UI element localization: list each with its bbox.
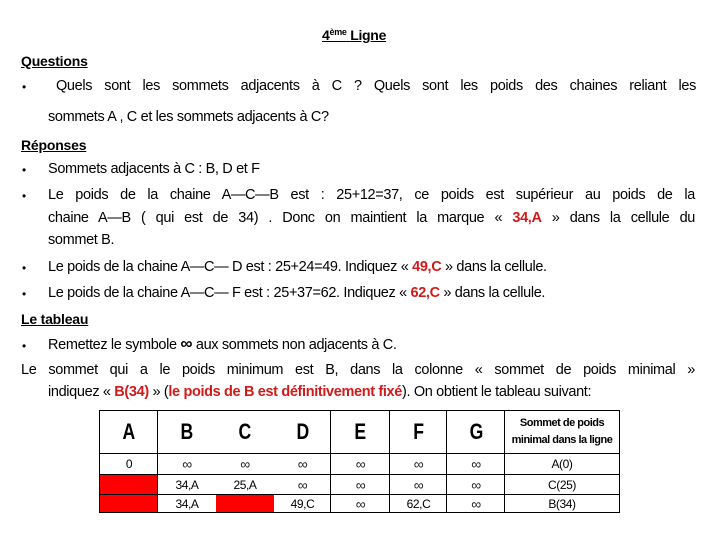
cell-F: 62,C xyxy=(406,496,431,511)
fixed-note: le poids de B est définitivement fixé xyxy=(168,384,402,400)
reponse-item-1: Sommets adjacents à C : B, D et F xyxy=(48,161,260,177)
header-cell-F xyxy=(390,411,447,453)
cell-E: ∞ xyxy=(355,495,366,512)
bullet: • xyxy=(22,189,27,203)
mark-34A: 34,A xyxy=(512,210,542,226)
questions-heading: Questions xyxy=(21,53,88,69)
header-cell-B xyxy=(158,411,216,453)
column-divider xyxy=(157,411,158,512)
header-label: B xyxy=(180,419,194,444)
mark-49C: 49,C xyxy=(412,259,442,275)
reponse-item-2-line-2 xyxy=(48,210,695,226)
reponses-heading: Réponses xyxy=(21,137,87,153)
bullet: • xyxy=(22,339,27,353)
header-cell-E xyxy=(331,411,390,453)
bullet: • xyxy=(22,287,27,301)
page-title xyxy=(322,27,386,43)
cell-G: ∞ xyxy=(471,476,481,493)
header-label: C xyxy=(238,419,252,444)
infinity-icon: ∞ xyxy=(180,334,193,353)
table-row xyxy=(100,474,619,494)
tableau-heading: Le tableau xyxy=(21,311,89,327)
column-divider xyxy=(389,411,390,512)
column-divider xyxy=(446,411,447,512)
question-text: Quels sont les sommets adjacents à C ? Quels sont les poids des chaines reliant les xyxy=(56,78,696,94)
cell-A: 0 xyxy=(125,457,133,471)
column-divider xyxy=(330,411,331,512)
cell-B: ∞ xyxy=(182,456,192,472)
cell-min: A(0) xyxy=(551,457,573,471)
header-cell-D xyxy=(274,411,331,453)
header-cell-min xyxy=(505,411,619,453)
cell-B: 34,A xyxy=(175,477,199,492)
text: indiquez « xyxy=(48,384,115,400)
title-ordinal: 4 xyxy=(322,27,330,43)
cell-A-fixed xyxy=(100,495,158,512)
header-cell-C xyxy=(216,411,274,453)
header-label: Sommet de poids xyxy=(519,417,605,429)
reponse-item-2-line-1: Le poids de la chaine A—C—B est : 25+12=37, ce poids est supérieur au poids de la xyxy=(48,187,695,203)
header-label: G xyxy=(469,419,483,444)
title-sup: ème xyxy=(329,27,347,37)
text: » dans la cellule. xyxy=(441,259,547,275)
text: » dans la cellule du xyxy=(541,210,695,226)
bullet: • xyxy=(22,261,27,275)
text: » dans la cellule. xyxy=(439,285,546,301)
mark-B34: B(34) xyxy=(114,384,149,400)
cell-E: ∞ xyxy=(355,456,366,472)
text: aux sommets non adjacents à C. xyxy=(192,337,397,353)
bullet: • xyxy=(22,80,27,94)
tableau-para-line-2 xyxy=(48,384,591,400)
header-label: minimal dans la ligne xyxy=(511,434,613,446)
text: Le poids de la chaine A—C— D est : 25+24=49. Indiquez « xyxy=(48,259,413,275)
question-line-1 xyxy=(56,78,696,94)
cell-F: ∞ xyxy=(413,456,424,472)
text: Remettez le symbole xyxy=(48,337,181,353)
header-label: F xyxy=(413,419,424,444)
cell-G: ∞ xyxy=(471,495,481,512)
cell-D: 49,C xyxy=(290,496,315,511)
cell-min: B(34) xyxy=(548,496,576,511)
tableau-bullet xyxy=(48,334,397,353)
table-header-row xyxy=(100,411,619,453)
title-word: Ligne xyxy=(350,27,387,43)
text: » ( xyxy=(148,384,169,400)
cell-C: 25,A xyxy=(233,477,257,492)
cell-C: ∞ xyxy=(240,456,250,472)
mark-62C: 62,C xyxy=(410,285,440,301)
question-line-2: sommets A , C et les sommets adjacents à C? xyxy=(48,109,329,125)
table-row xyxy=(100,453,619,474)
cell-F: ∞ xyxy=(413,476,424,493)
header-cell-A xyxy=(100,411,158,453)
header-label: E xyxy=(354,419,367,444)
cell-E: ∞ xyxy=(355,476,366,493)
reponse-item-2-line-3: sommet B. xyxy=(48,232,115,248)
dijkstra-table xyxy=(99,410,620,513)
cell-G: ∞ xyxy=(471,456,481,472)
reponse-item-3 xyxy=(48,259,547,275)
header-label: A xyxy=(122,419,136,444)
table-row xyxy=(100,494,619,512)
text: chaine A—B ( qui est de 34) . Donc on maintient la marque « xyxy=(48,210,513,226)
cell-C-fixed xyxy=(216,495,274,512)
text: Le poids de la chaine A—C— F est : 25+37=62. Indiquez « xyxy=(48,285,411,301)
cell-min: C(25) xyxy=(547,477,576,492)
cell-A-fixed xyxy=(100,475,158,494)
header-cell-G xyxy=(447,411,505,453)
bullet: • xyxy=(22,163,27,177)
column-divider xyxy=(504,411,505,512)
cell-D: ∞ xyxy=(297,456,308,472)
tableau-para-line-1: Le sommet qui a le poids minimum est B, dans la colonne « sommet de poids minimal » xyxy=(21,362,695,378)
header-label: D xyxy=(296,419,309,444)
cell-D: ∞ xyxy=(297,476,308,493)
reponse-item-4 xyxy=(48,285,545,301)
cell-B: 34,A xyxy=(175,496,199,511)
text: ). On obtient le tableau suivant: xyxy=(401,384,592,400)
